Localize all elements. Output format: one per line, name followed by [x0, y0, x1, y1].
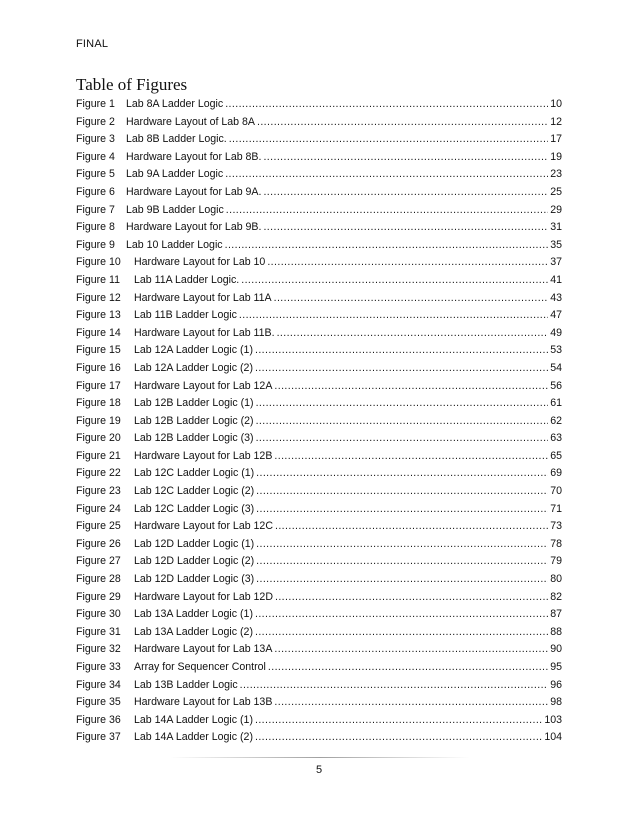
toc-entry[interactable] [76, 325, 562, 343]
figure-caption: Hardware Layout of Lab 8A [126, 115, 255, 128]
figure-page-number: 56 [550, 379, 562, 392]
figure-number: Figure 22 [76, 467, 121, 480]
figure-number: Figure 28 [76, 573, 121, 586]
toc-entry[interactable] [76, 536, 562, 554]
dot-leader [256, 432, 549, 444]
figure-caption: Lab 12D Ladder Logic (3) [134, 573, 255, 586]
dot-leader [225, 239, 549, 251]
figure-number: Figure 13 [76, 309, 121, 322]
figure-number: Figure 35 [76, 696, 121, 709]
toc-entry[interactable] [76, 378, 562, 396]
figure-caption: Lab 12C Ladder Logic (2) [134, 485, 255, 498]
toc-entry[interactable] [76, 430, 562, 448]
figure-page-number: 78 [550, 537, 562, 550]
figure-number: Figure 37 [76, 731, 121, 744]
figure-number: Figure 18 [76, 397, 121, 410]
figure-number: Figure 21 [76, 449, 121, 462]
toc-entry[interactable] [76, 219, 562, 237]
figure-page-number: 104 [544, 731, 562, 744]
dot-leader [256, 485, 548, 497]
figure-caption: Hardware Layout for Lab 8B. [126, 150, 262, 163]
toc-entry[interactable] [76, 237, 562, 255]
figure-number: Figure 19 [76, 414, 121, 427]
figure-page-number: 31 [550, 221, 562, 234]
dot-leader [255, 714, 542, 726]
figure-caption: Lab 14A Ladder Logic (2) [134, 731, 253, 744]
dot-leader [257, 116, 548, 128]
toc-entry[interactable] [76, 589, 562, 607]
dot-leader [274, 450, 548, 462]
figure-caption: Hardware Layout for Lab 12C [134, 520, 273, 533]
figure-caption: Hardware Layout for Lab 13B [134, 696, 273, 709]
figure-caption: Lab 12B Ladder Logic (2) [134, 414, 254, 427]
toc-entry[interactable] [76, 342, 562, 360]
toc-entry[interactable] [76, 254, 562, 272]
figure-page-number: 41 [550, 273, 562, 286]
figure-caption: Hardware Layout for Lab 13A [134, 643, 273, 656]
figure-caption: Lab 13B Ladder Logic [134, 678, 238, 691]
figure-page-number: 82 [550, 590, 562, 603]
dot-leader [256, 573, 548, 585]
figure-caption: Lab 12B Ladder Logic (1) [134, 397, 254, 410]
figure-caption: Lab 9A Ladder Logic [126, 168, 224, 181]
figure-page-number: 35 [550, 238, 562, 251]
figure-caption: Hardware Layout for Lab 12D [134, 590, 273, 603]
toc-entry[interactable] [76, 272, 562, 290]
figure-page-number: 61 [550, 397, 562, 410]
dot-leader [263, 186, 548, 198]
dot-leader [256, 555, 548, 567]
figure-caption: Lab 13A Ladder Logic (2) [134, 625, 253, 638]
dot-leader [263, 221, 548, 233]
figure-caption: Lab 12B Ladder Logic (3) [134, 432, 254, 445]
figure-page-number: 10 [550, 98, 562, 110]
figure-page-number: 69 [550, 467, 562, 480]
figure-page-number: 87 [550, 608, 562, 621]
toc-entry[interactable] [76, 624, 562, 642]
figure-number: Figure 26 [76, 537, 121, 550]
figure-number: Figure 11 [76, 273, 120, 286]
figure-caption: Lab 12D Ladder Logic (1) [134, 537, 255, 550]
running-header: FINAL [76, 38, 109, 50]
page-title: Table of Figures [76, 75, 188, 94]
figure-caption: Lab 12D Ladder Logic (2) [134, 555, 255, 568]
figure-caption: Hardware Layout for Lab 11B. [134, 326, 275, 339]
toc-entry[interactable] [76, 290, 562, 308]
dot-leader [275, 591, 548, 603]
figure-number: Figure 14 [76, 326, 121, 339]
figure-number: Figure 27 [76, 555, 121, 568]
figure-caption: Lab 14A Ladder Logic (1) [134, 713, 253, 726]
table-of-figures-list [76, 96, 562, 747]
toc-entry[interactable] [76, 114, 562, 132]
dot-leader [255, 344, 548, 356]
figure-number: Figure 12 [76, 291, 121, 304]
toc-entry[interactable] [76, 307, 562, 325]
figure-page-number: 53 [550, 344, 562, 357]
dot-leader [267, 256, 548, 268]
dot-leader [275, 520, 548, 532]
figure-caption: Lab 12C Ladder Logic (3) [134, 502, 255, 515]
figure-page-number: 23 [550, 168, 562, 181]
dot-leader [256, 503, 548, 515]
toc-entry[interactable] [76, 448, 562, 466]
figure-number: Figure 36 [76, 713, 121, 726]
figure-number: Figure 24 [76, 502, 121, 515]
figure-page-number: 19 [550, 150, 562, 163]
toc-entry[interactable] [76, 571, 562, 589]
figure-page-number: 90 [550, 643, 562, 656]
toc-entry[interactable] [76, 166, 562, 184]
toc-entry[interactable] [76, 483, 562, 501]
figure-number: Figure 33 [76, 661, 121, 673]
figure-number: Figure 15 [76, 344, 121, 357]
figure-number: Figure 5 [76, 168, 115, 181]
footer-divider [170, 757, 470, 758]
figure-number: Figure 7 [76, 203, 115, 216]
figure-caption: Lab 12A Ladder Logic (1) [134, 344, 253, 357]
figure-page-number: 65 [550, 449, 562, 462]
figure-number: Figure 1 [76, 98, 115, 110]
toc-entry[interactable] [76, 413, 562, 431]
figure-number: Figure 3 [76, 133, 115, 146]
figure-page-number: 63 [550, 432, 562, 445]
dot-leader [274, 696, 548, 708]
dot-leader [274, 380, 548, 392]
dot-leader [255, 362, 548, 374]
toc-entry[interactable] [76, 184, 562, 202]
toc-entry[interactable] [76, 465, 562, 483]
figure-page-number: 12 [550, 115, 562, 128]
dot-leader [256, 415, 549, 427]
figure-page-number: 103 [544, 713, 562, 726]
figure-caption: Lab 13A Ladder Logic (1) [134, 608, 253, 621]
figure-page-number: 80 [550, 573, 562, 586]
figure-number: Figure 6 [76, 185, 115, 198]
toc-entry[interactable] [76, 606, 562, 624]
dot-leader [274, 643, 548, 655]
toc-entry[interactable] [76, 553, 562, 571]
figure-caption: Lab 12C Ladder Logic (1) [134, 467, 255, 480]
figure-number: Figure 17 [76, 379, 121, 392]
figure-caption: Hardware Layout for Lab 10 [134, 256, 266, 269]
figure-caption: Lab 10 Ladder Logic [126, 238, 223, 251]
figure-number: Figure 34 [76, 678, 121, 691]
figure-caption: Lab 8A Ladder Logic [126, 98, 224, 110]
figure-number: Figure 32 [76, 643, 121, 656]
figure-page-number: 73 [550, 520, 562, 533]
toc-entry[interactable] [76, 641, 562, 659]
dot-leader [255, 626, 548, 638]
figure-caption: Lab 11B Ladder Logic [134, 309, 237, 322]
figure-page-number: 70 [550, 485, 562, 498]
dot-leader [225, 98, 548, 110]
figure-number: Figure 29 [76, 590, 121, 603]
toc-entry[interactable] [76, 677, 562, 695]
figure-caption: Hardware Layout for Lab 9B. [126, 221, 262, 234]
dot-leader [274, 292, 549, 304]
figure-page-number: 95 [550, 661, 562, 673]
figure-page-number: 49 [550, 326, 562, 339]
dot-leader [256, 467, 548, 479]
dot-leader [263, 151, 548, 163]
figure-page-number: 47 [550, 309, 562, 322]
toc-entry[interactable] [76, 659, 562, 677]
toc-entry[interactable] [76, 149, 562, 167]
dot-leader [225, 168, 548, 180]
figure-page-number: 96 [550, 678, 562, 691]
toc-entry[interactable] [76, 729, 562, 747]
dot-leader [241, 274, 548, 286]
toc-entry[interactable] [76, 501, 562, 519]
figure-caption: Hardware Layout for Lab 12B [134, 449, 273, 462]
figure-number: Figure 23 [76, 485, 121, 498]
toc-entry[interactable] [76, 360, 562, 378]
toc-entry[interactable] [76, 395, 562, 413]
figure-page-number: 25 [550, 185, 562, 198]
figure-caption: Hardware Layout for Lab 9A. [126, 185, 262, 198]
toc-entry[interactable] [76, 202, 562, 220]
figure-number: Figure 10 [76, 256, 121, 269]
figure-caption: Lab 12A Ladder Logic (2) [134, 361, 253, 374]
dot-leader [226, 204, 548, 216]
figure-page-number: 54 [550, 361, 562, 374]
figure-caption: Hardware Layout for Lab 11A [134, 291, 272, 304]
dot-leader [256, 397, 549, 409]
figure-caption: Lab 8B Ladder Logic. [126, 133, 227, 146]
figure-page-number: 17 [550, 133, 562, 146]
figure-number: Figure 31 [76, 625, 121, 638]
toc-entry[interactable] [76, 96, 562, 114]
dot-leader [240, 679, 549, 691]
figure-caption: Array for Sequencer Control [134, 661, 266, 673]
dot-leader [229, 133, 548, 145]
toc-entry[interactable] [76, 694, 562, 712]
figure-number: Figure 8 [76, 221, 115, 234]
figure-number: Figure 9 [76, 238, 115, 251]
figure-page-number: 43 [550, 291, 562, 304]
figure-page-number: 37 [550, 256, 562, 269]
figure-page-number: 98 [550, 696, 562, 709]
figure-number: Figure 16 [76, 361, 121, 374]
dot-leader [255, 608, 548, 620]
dot-leader [255, 731, 542, 743]
figure-page-number: 79 [550, 555, 562, 568]
figure-number: Figure 4 [76, 150, 115, 163]
figure-number: Figure 2 [76, 115, 115, 128]
toc-entry[interactable] [76, 518, 562, 536]
figure-page-number: 71 [550, 502, 562, 515]
page-number: 5 [315, 764, 323, 776]
toc-entry[interactable] [76, 712, 562, 730]
toc-entry[interactable] [76, 131, 562, 149]
figure-caption: Hardware Layout for Lab 12A [134, 379, 273, 392]
dot-leader [268, 661, 548, 673]
figure-page-number: 62 [550, 414, 562, 427]
dot-leader [277, 327, 549, 339]
figure-page-number: 29 [550, 203, 562, 216]
dot-leader [239, 309, 548, 321]
figure-caption: Lab 11A Ladder Logic. [134, 273, 240, 286]
figure-number: Figure 20 [76, 432, 121, 445]
figure-number: Figure 30 [76, 608, 121, 621]
figure-page-number: 88 [550, 625, 562, 638]
figure-number: Figure 25 [76, 520, 121, 533]
figure-caption: Lab 9B Ladder Logic [126, 203, 224, 216]
dot-leader [256, 538, 548, 550]
